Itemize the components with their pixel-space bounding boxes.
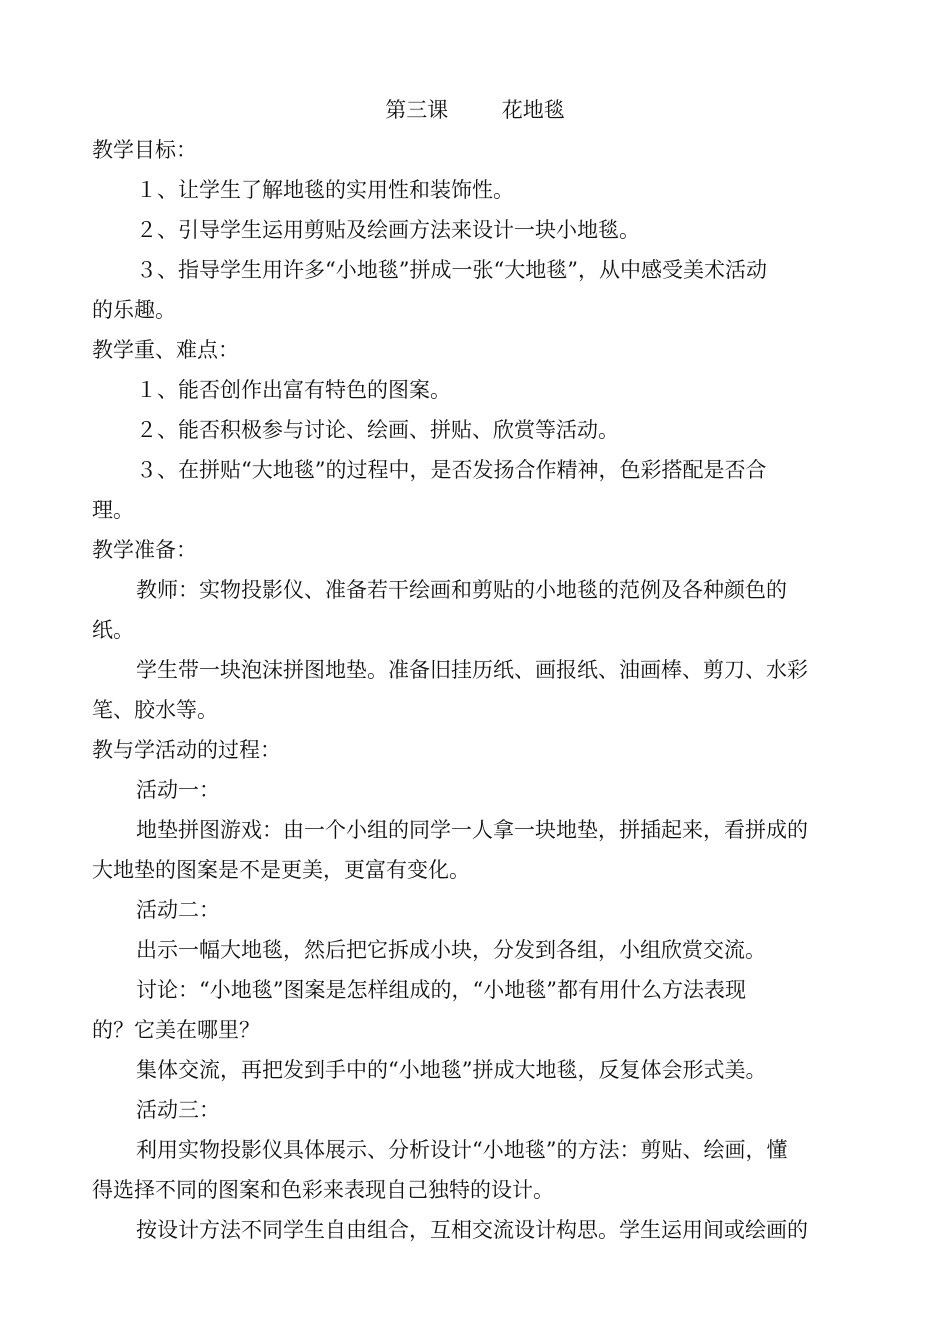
paragraph-line: 得选择不同的图案和色彩来表现自己独特的设计。: [92, 1178, 554, 1202]
paragraph-line: 纸。: [92, 618, 134, 642]
paragraph-line: 集体交流，再把发到手中的“小地毯”拼成大地毯，反复体会形式美。: [136, 1058, 767, 1082]
paragraph-line: 教与学活动的过程：: [92, 738, 281, 762]
paragraph-line: 利用实物投影仪具体展示、分析设计“小地毯”的方法：剪贴、绘画，懂: [136, 1138, 788, 1162]
paragraph-line: 地垫拼图游戏：由一个小组的同学一人拿一块地垫，拼插起来，看拼成的: [136, 818, 808, 842]
paragraph-line: 教学目标：: [92, 138, 197, 162]
paragraph-line: 教学重、难点：: [92, 338, 239, 362]
paragraph-line: 笔、胶水等。: [92, 698, 218, 722]
paragraph-line: 的？它美在哪里？: [92, 1018, 260, 1042]
paragraph-line: １、能否创作出富有特色的图案。: [136, 378, 451, 402]
paragraph-line: 大地垫的图案是不是更美，更富有变化。: [92, 858, 470, 882]
paragraph-line: 活动二：: [136, 898, 220, 922]
paragraph-line: 按设计方法不同学生自由组合，互相交流设计构思。学生运用间或绘画的: [136, 1218, 808, 1242]
paragraph-line: 的乐趣。: [92, 298, 176, 322]
paragraph-line: １、让学生了解地毯的实用性和装饰性。: [136, 178, 514, 202]
paragraph-line: 活动三：: [136, 1098, 220, 1122]
paragraph-line: 出示一幅大地毯，然后把它拆成小块，分发到各组，小组欣赏交流。: [136, 938, 766, 962]
paragraph-line: ３、在拼贴“大地毯”的过程中，是否发扬合作精神，色彩搭配是否合: [136, 458, 767, 482]
paragraph-line: 活动一：: [136, 778, 220, 802]
paragraph-line: 学生带一块泡沫拼图地垫。准备旧挂历纸、画报纸、油画棒、剪刀、水彩: [136, 658, 808, 682]
paragraph-line: ３、指导学生用许多“小地毯”拼成一张“大地毯”，从中感受美术活动: [136, 258, 767, 282]
paragraph-line: ２、能否积极参与讨论、绘画、拼贴、欣赏等活动。: [136, 418, 619, 442]
paragraph-line: 讨论：“小地毯”图案是怎样组成的，“小地毯”都有用什么方法表现: [136, 978, 746, 1002]
paragraph-line: 理。: [92, 498, 134, 522]
paragraph-line: 教师：实物投影仪、准备若干绘画和剪贴的小地毯的范例及各种颜色的: [136, 578, 787, 602]
paragraph-line: ２、引导学生运用剪贴及绘画方法来设计一块小地毯。: [136, 218, 640, 242]
lesson-title: 第三课 花地毯: [385, 98, 565, 122]
paragraph-line: 教学准备：: [92, 538, 197, 562]
